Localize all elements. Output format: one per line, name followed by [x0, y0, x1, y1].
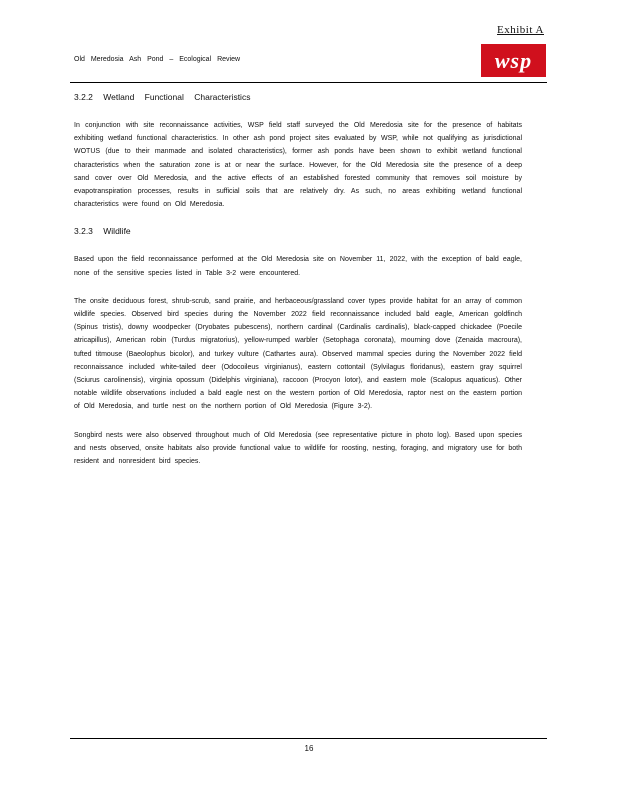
footer-divider: [70, 738, 547, 739]
section-heading-wetland: 3.2.2 Wetland Functional Characteristics: [74, 92, 251, 102]
paragraph-songbird-nests: Songbird nests were also observed throughout much of Old Meredosia (see representative picture in photo log). Based upon species and nests observed, onsite habitats also provide functional value to wildlife for roosting, nesting, foraging, and migratory use for both resident and nonresident bird species.: [74, 431, 522, 466]
page-number: 16: [304, 744, 314, 753]
section-heading-wildlife: 3.2.3 Wildlife: [74, 226, 131, 237]
page-content: [74, 92, 522, 483]
paragraph-wetland: In conjunction with site reconnaissance activities, WSP field staff surveyed the Old Meredosia site for the presence of habitats exhibiting wetland functional characteristics. In other ash pond project sites evaluated by WSP, while not qualifying as jurisdictional WOTUS (due to their manmade and isolated characteristics), former ash ponds have been shown to exhibit wetland functional characteristics when the saturation zone is at or near the surface. However, for the Old Meredosia site the presence of a deep sand cover over Old Meredosia, and the active effects of an established forested community that removes soil moisture by evapotranspiration processes, results in sufficial soils that are relatively dry. As such, no areas exhibiting wetland functional characteristics were found on Old Meredosia.: [74, 122, 522, 209]
paragraph-sensitive-species: Based upon the field reconnaissance performed at the Old Meredosia site on November 11, 2022, with the exception of bald eagle, none of the sensitive species listed in Table 3-2 were encountered.: [74, 256, 522, 277]
header-divider: [70, 82, 547, 83]
wsp-logo: wsp: [481, 44, 546, 77]
exhibit-label: Exhibit A: [497, 24, 544, 36]
document-title: Old Meredosia Ash Pond – Ecological Review: [74, 56, 241, 63]
paragraph-observed-species: The onsite deciduous forest, shrub-scrub, sand prairie, and herbaceous/grassland cover types provide habitat for an array of common wildlife species. Observed bird species during the November 2022 field reconnaissance included bald eagle, American goldfinch (Spinus tristis), downy woodpecker (Dryobates pubescens), northern cardinal (Cardinalis cardinalis), black-capped chickadee (Poecile atricapillus), American robin (Turdus migratorius), yellow-rumped warbler (Setophaga coronata), mourning dove (Zenaida macroura), tufted titmouse (Baeolophus bicolor), and turkey vulture (Cathartes aura). Observed mammal species during the November 2022 field reconnaissance included white-tailed deer (Odocoileus virginianus), eastern cottontail (Sylvilagus floridanus), eastern gray squirrel (Sciurus carolinensis), virginia opossum (Didelphis virginiana), raccoon (Procyon lotor), and eastern mole (Scalopus aquaticus). Other notable wildlife observations included a bald eagle nest on the western portion of Old Meredosia, raptor nest on the eastern portion of Old Meredosia, and turtle nest on the northern portion of Old Meredosia (Figure 3-2).: [74, 297, 522, 411]
